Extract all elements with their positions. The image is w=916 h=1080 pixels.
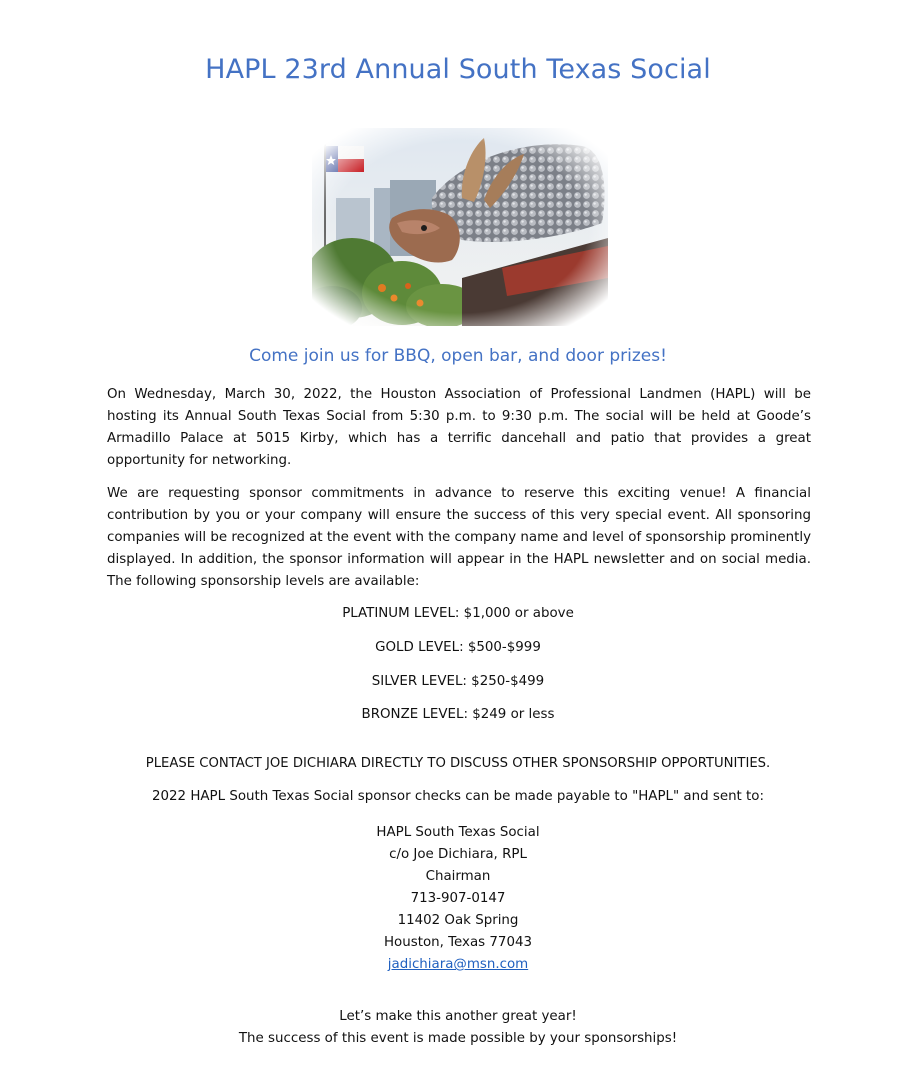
address-street: 11402 Oak Spring <box>397 913 519 928</box>
closing-line-1: Let’s make this another great year! <box>339 1009 577 1024</box>
event-details-paragraph: On Wednesday, March 30, 2022, the Houston Association of Professional Landmen (HAPL) will be hosting its Annual South Texas Social from 5:30 p.m. to 9:30 p.m. The social will be held at Goode’s Armadillo Palace at 5015 Kirby, which has a terrific dancehall and patio that provides a great opportunity for networking. <box>107 387 811 468</box>
sponsorship-level-gold: GOLD LEVEL: $500-$999 <box>375 640 541 655</box>
contact-notice: PLEASE CONTACT JOE DICHIARA DIRECTLY TO DISCUSS OTHER SPONSORSHIP OPPORTUNITIES. <box>145 756 771 771</box>
address-line-organization: HAPL South Texas Social <box>376 825 540 840</box>
closing-line-2: The success of this event is made possible by your sponsorships! <box>238 1031 678 1046</box>
email-link[interactable]: jadichiara@msn.com <box>387 957 529 972</box>
sponsorship-level-platinum: PLATINUM LEVEL: $1,000 or above <box>342 606 574 621</box>
page-title: HAPL 23rd Annual South Texas Social <box>205 54 711 85</box>
event-subtitle: Come join us for BBQ, open bar, and door prizes! <box>249 346 667 366</box>
sponsorship-level-silver: SILVER LEVEL: $250-$499 <box>371 674 545 689</box>
armadillo-sculpture-image <box>312 128 608 326</box>
address-phone: 713-907-0147 <box>410 891 506 906</box>
sponsorship-level-bronze: BRONZE LEVEL: $249 or less <box>361 707 555 722</box>
closing-message <box>0 1006 916 1050</box>
checks-notice: 2022 HAPL South Texas Social sponsor checks can be made payable to "HAPL" and sent to: <box>151 789 765 804</box>
address-line-title: Chairman <box>425 869 491 884</box>
sponsor-request-paragraph: We are requesting sponsor commitments in advance to reserve this exciting venue! A financial contribution by you or your company will ensure the success of this very special event. All sponsoring companies will be recognized at the event with the company name and level of sponsorship prominently displayed. In addition, the sponsor information will appear in the HAPL newsletter and on social media. The following sponsorship levels are available: <box>107 486 811 589</box>
address-line-care-of: c/o Joe Dichiara, RPL <box>389 847 527 862</box>
mailing-address <box>0 822 916 976</box>
address-city: Houston, Texas 77043 <box>383 935 533 950</box>
